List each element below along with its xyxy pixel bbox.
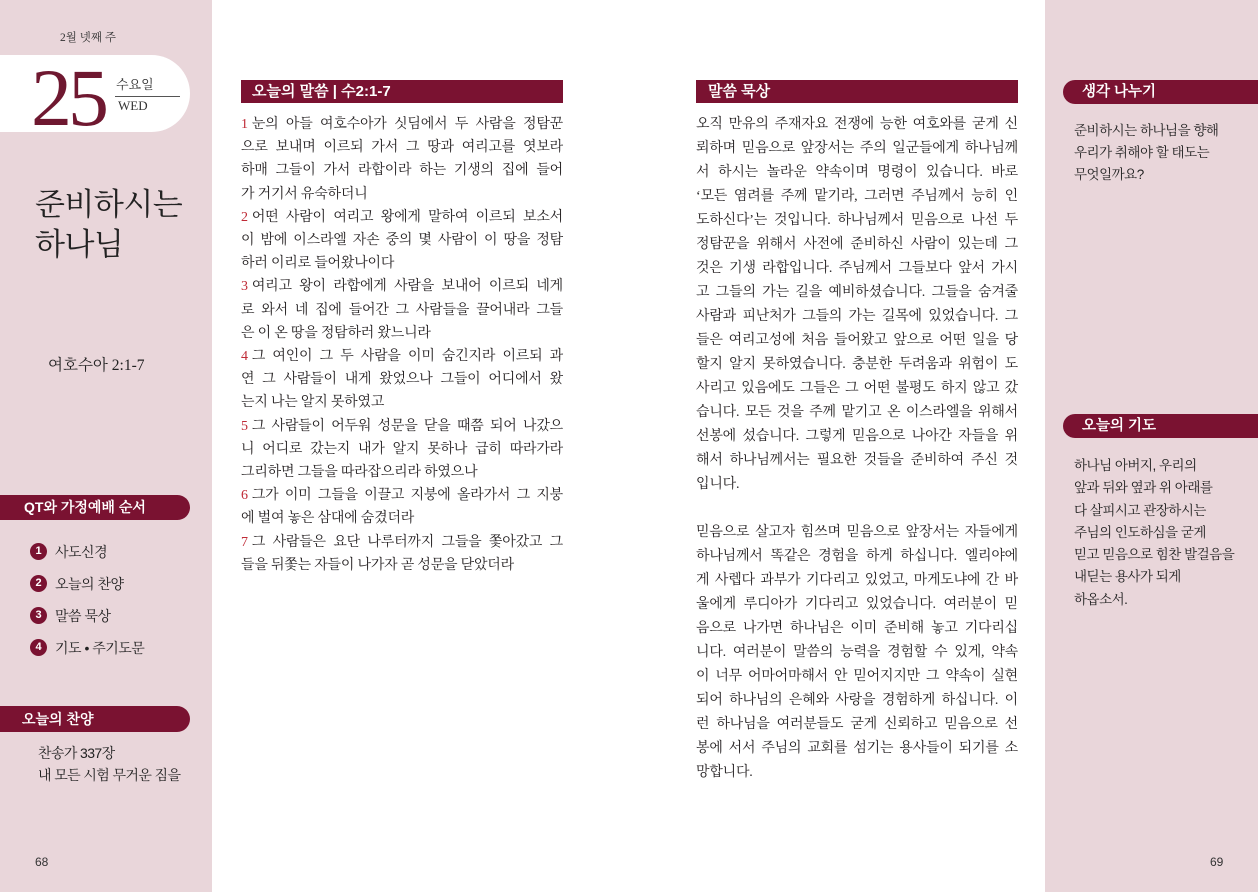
meditation-line: 서 하시는 놀라운 약속이며 명령이 있습니다. 바로 — [696, 165, 1018, 180]
sharing-question — [1074, 120, 1218, 186]
meditation-line: 선봉에 섰습니다. 그렇게 믿음으로 나아간 자들을 위 — [696, 429, 1018, 444]
meditation-line: 믿음으로 살고자 힘쓰며 믿음으로 앞장서는 자들에게 — [696, 525, 1018, 540]
weekday-english: WED — [118, 98, 148, 113]
devotion-title — [35, 185, 182, 265]
meditation-line: ‘모든 염려를 주께 맡기라, 그러면 주님께서 능히 인 — [696, 189, 1018, 204]
reading-header — [241, 80, 563, 103]
prayer-line: 내딛는 용사가 되게 — [1074, 569, 1181, 585]
meditation-line: 사리고 있음에도 그들은 그 어떤 불평도 하지 않고 갔 — [696, 381, 1018, 396]
meditation-body — [696, 113, 1018, 809]
verse-line: 으로 보내며 이르되 가서 그 땅과 여리고를 엿보라 — [241, 140, 563, 156]
verse-number: 6 — [241, 488, 248, 504]
verse-line — [241, 345, 563, 368]
sharing-question-line: 무엇일까요? — [1074, 167, 1144, 182]
page-number-right: 69 — [1210, 855, 1224, 869]
meditation-line: 오직 만유의 주재자요 전쟁에 능한 여호와를 굳게 신 — [696, 117, 1018, 132]
meditation-heading: 말씀 묵상 — [708, 83, 771, 100]
left-sidebar — [0, 0, 212, 892]
verse-text: 그 사람들은 요단 나루터까지 그들을 쫓아갔고 그 — [251, 534, 563, 550]
meditation-line: 봉에 서서 주님의 교회를 섬기는 용사들이 되기를 소 — [696, 741, 1018, 756]
hymn-info — [38, 742, 180, 786]
meditation-line: 이 너무 어마어마해서 안 믿어지지만 그 약속이 실현 — [696, 669, 1018, 684]
verse-line: 로 와서 네 집에 들어간 그 사람들을 끌어내라 그들 — [241, 302, 563, 318]
meditation-line: 망합니다. — [696, 765, 753, 780]
hymn-line: 찬송가 337장 — [38, 745, 115, 761]
hymn-heading: 오늘의 찬양 — [22, 711, 94, 727]
verse — [241, 345, 563, 415]
meditation-line: 입니다. — [696, 477, 740, 492]
meditation-line: 런 하나님을 여러분들도 굳게 신뢰하고 믿음으로 선 — [696, 717, 1018, 732]
order-item — [30, 606, 200, 626]
prayer-text — [1074, 455, 1234, 611]
verse-number: 5 — [241, 418, 248, 434]
verse-line: 니 어디로 갔는지 내가 알지 못하나 급히 따라가라 — [241, 441, 563, 457]
prayer-line: 하옵소서. — [1074, 591, 1128, 607]
scripture-reference: 여호수아 2:1-7 — [48, 357, 145, 374]
prayer-line: 다 살피시고 관장하시는 — [1074, 502, 1206, 518]
order-banner — [0, 495, 190, 520]
verse — [241, 415, 563, 485]
hymn-line: 내 모든 시험 무거운 짐을 — [38, 767, 181, 783]
verse — [241, 113, 563, 206]
order-item — [30, 542, 200, 562]
verse-text: 그 여인이 그 두 사람을 이미 숨긴지라 이르되 과 — [251, 349, 563, 365]
reading-heading: 오늘의 말씀 | 수2:1-7 — [252, 83, 391, 100]
meditation-line: 습니다. 모든 것을 주께 맡기고 온 이스라엘을 위해서 — [696, 405, 1018, 420]
order-item-label: 말씀 묵상 — [55, 608, 111, 624]
verse-text: 그 사람들이 어두워 성문을 닫을 때쯤 되어 나갔으 — [251, 418, 563, 434]
order-item-number: 1 — [30, 543, 47, 560]
verse-line: 들을 뒤쫓는 자들이 나가자 곧 성문을 닫았더라 — [241, 557, 514, 573]
verse-line: 그리하면 그들을 따라잡으리라 하였으나 — [241, 465, 478, 481]
meditation-line: 뢰하며 믿음으로 앞장서는 주의 일군들에게 하나님께 — [696, 141, 1018, 156]
weekday-divider — [115, 96, 180, 97]
verse-line — [241, 113, 563, 136]
order-item-label: 오늘의 찬양 — [55, 576, 124, 592]
verse-number: 3 — [241, 279, 248, 295]
verse-line: 하러 이리로 들어왔나이다 — [241, 256, 395, 272]
order-item-number: 4 — [30, 639, 47, 656]
verse-text: 어떤 사람이 여리고 왕에게 말하여 이르되 보소서 — [251, 209, 563, 225]
prayer-banner — [1063, 414, 1258, 438]
verse-number: 7 — [241, 534, 248, 550]
verse-line — [241, 275, 563, 298]
verse-line: 가 거기서 유숙하더니 — [241, 186, 368, 202]
verse-line: 이 밤에 이스라엘 자손 중의 몇 사람이 이 땅을 정탐 — [241, 233, 563, 249]
verse-number: 2 — [241, 209, 248, 225]
right-sidebar — [1045, 0, 1258, 892]
meditation-line: 고 그들의 가는 길을 예비하셨습니다. 그들을 숨겨줄 — [696, 285, 1018, 300]
verse-line: 에 벌여 놓은 삼대에 숨겼더라 — [241, 511, 415, 527]
verse-text: 눈의 아들 여호수아가 싯딤에서 두 사람을 정탐꾼 — [251, 117, 563, 132]
page-number-left: 68 — [35, 855, 49, 869]
date-card — [0, 52, 190, 143]
verse-line — [241, 484, 563, 507]
verse-line: 연 그 사람들이 내게 왔었으나 그들이 어디에서 왔 — [241, 372, 563, 388]
prayer-line: 앞과 뒤와 옆과 위 아래를 — [1074, 480, 1213, 496]
meditation-line: 해서 하나님께서는 필요한 것들을 준비하여 주신 것 — [696, 453, 1018, 468]
verse-number: 1 — [241, 117, 248, 132]
meditation-line: 게 사렙다 과부가 기다리고 있었고, 마게도냐에 간 바 — [696, 573, 1018, 588]
prayer-line: 믿고 믿음으로 힘찬 발걸음을 — [1074, 547, 1235, 563]
reading-body — [241, 113, 563, 577]
meditation-line: 정탐꾼을 위해서 사전에 준비하신 사람이 있는데 그 — [696, 237, 1018, 252]
verse-line: 하매 그들이 가서 라합이라 하는 기생의 집에 들어 — [241, 163, 563, 179]
title-line: 준비하시는 — [35, 187, 183, 222]
order-item — [30, 574, 200, 594]
verse-text: 여리고 왕이 라합에게 사람을 보내어 이르되 네게 — [251, 279, 563, 295]
verse — [241, 275, 563, 345]
meditation-line: 것은 기생 라합입니다. 주님께서 그들보다 앞서 가시 — [696, 261, 1018, 276]
prayer-line: 하나님 아버지, 우리의 — [1074, 458, 1197, 473]
meditation-line: 할지 알지 못하였습니다. 충분한 두려움과 위험이 도 — [696, 357, 1018, 372]
title-line: 하나님 — [35, 227, 124, 262]
prayer-line: 주님의 인도하심을 굳게 — [1074, 524, 1206, 540]
meditation-line: 되어 하나님의 은혜와 사랑을 경험하게 하십니다. 이 — [696, 693, 1018, 708]
verse-line: 는지 나는 알지 못하였고 — [241, 395, 385, 411]
weekday-korean: 수요일 — [116, 77, 154, 92]
meditation-line: 사람과 피난처가 그들의 가는 길목에 있었습니다. 그 — [696, 309, 1018, 324]
sharing-heading: 생각 나누기 — [1082, 84, 1157, 100]
meditation-line: 음으로 나가면 하나님은 이미 준비해 놓고 기다리십 — [696, 621, 1018, 636]
verse-number: 4 — [241, 349, 248, 365]
order-item — [30, 638, 200, 658]
verse-line — [241, 531, 563, 554]
sharing-question-line: 준비하시는 하나님을 향해 — [1074, 123, 1219, 138]
meditation-header — [696, 80, 1018, 103]
meditation-paragraph — [696, 521, 1018, 785]
sharing-question-line: 우리가 취해야 할 태도는 — [1074, 145, 1210, 160]
verse — [241, 206, 563, 276]
verse — [241, 484, 563, 530]
order-item-label: 기도 • 주기도문 — [55, 640, 145, 656]
verse — [241, 531, 563, 577]
verse-text: 그가 이미 그들을 이끌고 지붕에 올라가서 그 지붕 — [251, 488, 563, 504]
order-heading: QT와 가정예배 순서 — [24, 499, 146, 515]
week-label: 2월 넷째 주 — [60, 32, 116, 44]
order-item-number: 3 — [30, 607, 47, 624]
meditation-line: 하나님께서 똑같은 경험을 하게 하십니다. 엘리야에 — [696, 549, 1018, 564]
sharing-banner — [1063, 80, 1258, 104]
meditation-line: 울에게 루디아가 기다리고 있었습니다. 여러분이 믿 — [696, 597, 1018, 612]
date-number: 25 — [31, 52, 105, 143]
hymn-banner — [0, 706, 190, 732]
meditation-paragraph — [696, 113, 1018, 497]
meditation-line: 도하신다’는 것입니다. 하나님께서 믿음으로 나선 두 — [696, 213, 1018, 228]
order-item-label: 사도신경 — [55, 544, 108, 560]
prayer-heading: 오늘의 기도 — [1082, 418, 1157, 434]
meditation-line: 니다. 여러분이 말씀의 능력을 경험할 수 있게, 약속 — [696, 645, 1018, 660]
verse-line — [241, 206, 563, 229]
meditation-line: 들은 여리고성에 처음 들어왔고 앞으로 어떤 일을 당 — [696, 333, 1018, 348]
verse-line: 은 이 온 땅을 정탐하러 왔느니라 — [241, 325, 431, 341]
order-item-number: 2 — [30, 575, 47, 592]
verse-line — [241, 415, 563, 438]
